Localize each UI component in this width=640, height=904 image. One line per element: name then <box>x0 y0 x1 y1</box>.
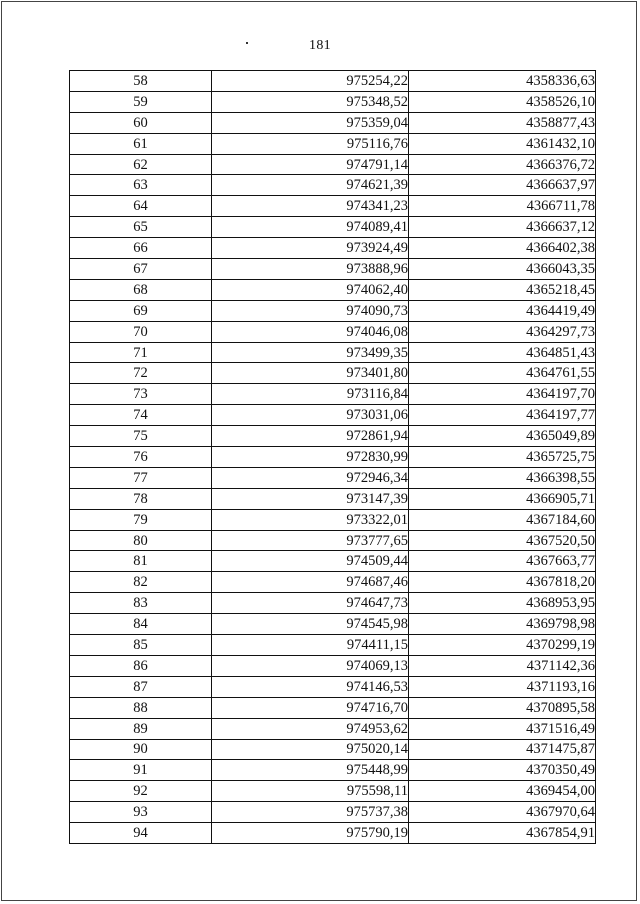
y-coordinate-cell: 4366402,38 <box>409 238 596 259</box>
table-row <box>70 175 596 196</box>
y-coordinate-cell: 4367970,64 <box>409 802 596 823</box>
point-number-cell: 77 <box>70 467 212 488</box>
table-row <box>70 739 596 760</box>
x-coordinate-cell: 975254,22 <box>212 71 409 92</box>
y-coordinate-cell: 4364197,70 <box>409 384 596 405</box>
table-row <box>70 781 596 802</box>
page-number: 181 <box>309 38 331 53</box>
y-coordinate-cell: 4364761,55 <box>409 363 596 384</box>
table-row <box>70 91 596 112</box>
point-number-cell: 74 <box>70 405 212 426</box>
table-row <box>70 279 596 300</box>
table-row <box>70 760 596 781</box>
y-coordinate-cell: 4365049,89 <box>409 426 596 447</box>
table-row <box>70 655 596 676</box>
table-row <box>70 530 596 551</box>
y-coordinate-cell: 4367520,50 <box>409 530 596 551</box>
point-number-cell: 61 <box>70 133 212 154</box>
y-coordinate-cell: 4358526,10 <box>409 91 596 112</box>
point-number-cell: 94 <box>70 823 212 844</box>
point-number-cell: 82 <box>70 572 212 593</box>
x-coordinate-cell: 974062,40 <box>212 279 409 300</box>
table-row <box>70 363 596 384</box>
table-row <box>70 488 596 509</box>
table-row <box>70 71 596 92</box>
x-coordinate-cell: 974791,14 <box>212 154 409 175</box>
table-row <box>70 467 596 488</box>
point-number-cell: 91 <box>70 760 212 781</box>
y-coordinate-cell: 4366376,72 <box>409 154 596 175</box>
x-coordinate-cell: 973031,06 <box>212 405 409 426</box>
y-coordinate-cell: 4367818,20 <box>409 572 596 593</box>
x-coordinate-cell: 972946,34 <box>212 467 409 488</box>
y-coordinate-cell: 4364419,49 <box>409 300 596 321</box>
x-coordinate-cell: 974509,44 <box>212 551 409 572</box>
x-coordinate-cell: 975116,76 <box>212 133 409 154</box>
y-coordinate-cell: 4369454,00 <box>409 781 596 802</box>
table-row <box>70 133 596 154</box>
point-number-cell: 87 <box>70 676 212 697</box>
x-coordinate-cell: 973116,84 <box>212 384 409 405</box>
point-number-cell: 69 <box>70 300 212 321</box>
table-row <box>70 614 596 635</box>
point-number-cell: 66 <box>70 238 212 259</box>
point-number-cell: 88 <box>70 697 212 718</box>
point-number-cell: 81 <box>70 551 212 572</box>
point-number-cell: 71 <box>70 342 212 363</box>
x-coordinate-cell: 974647,73 <box>212 593 409 614</box>
y-coordinate-cell: 4364197,77 <box>409 405 596 426</box>
y-coordinate-cell: 4371193,16 <box>409 676 596 697</box>
table-row <box>70 238 596 259</box>
point-number-cell: 67 <box>70 259 212 280</box>
x-coordinate-cell: 973147,39 <box>212 488 409 509</box>
x-coordinate-cell: 973777,65 <box>212 530 409 551</box>
y-coordinate-cell: 4365725,75 <box>409 447 596 468</box>
y-coordinate-cell: 4358877,43 <box>409 112 596 133</box>
x-coordinate-cell: 975359,04 <box>212 112 409 133</box>
table-row <box>70 342 596 363</box>
table-row <box>70 802 596 823</box>
table-row <box>70 259 596 280</box>
point-number-cell: 65 <box>70 217 212 238</box>
y-coordinate-cell: 4358336,63 <box>409 71 596 92</box>
point-number-cell: 76 <box>70 447 212 468</box>
table-row <box>70 509 596 530</box>
x-coordinate-cell: 973924,49 <box>212 238 409 259</box>
x-coordinate-cell: 973322,01 <box>212 509 409 530</box>
point-number-cell: 58 <box>70 71 212 92</box>
y-coordinate-cell: 4366398,55 <box>409 467 596 488</box>
x-coordinate-cell: 974069,13 <box>212 655 409 676</box>
point-number-cell: 75 <box>70 426 212 447</box>
x-coordinate-cell: 974411,15 <box>212 635 409 656</box>
table-row <box>70 196 596 217</box>
point-number-cell: 79 <box>70 509 212 530</box>
x-coordinate-cell: 974146,53 <box>212 676 409 697</box>
table-row <box>70 217 596 238</box>
y-coordinate-cell: 4370350,49 <box>409 760 596 781</box>
y-coordinate-cell: 4367854,91 <box>409 823 596 844</box>
point-number-cell: 83 <box>70 593 212 614</box>
y-coordinate-cell: 4366711,78 <box>409 196 596 217</box>
x-coordinate-cell: 974621,39 <box>212 175 409 196</box>
point-number-cell: 93 <box>70 802 212 823</box>
x-coordinate-cell: 973499,35 <box>212 342 409 363</box>
x-coordinate-cell: 974046,08 <box>212 321 409 342</box>
y-coordinate-cell: 4371475,87 <box>409 739 596 760</box>
x-coordinate-cell: 974716,70 <box>212 697 409 718</box>
y-coordinate-cell: 4366637,12 <box>409 217 596 238</box>
x-coordinate-cell: 974089,41 <box>212 217 409 238</box>
x-coordinate-cell: 974090,73 <box>212 300 409 321</box>
y-coordinate-cell: 4365218,45 <box>409 279 596 300</box>
y-coordinate-cell: 4369798,98 <box>409 614 596 635</box>
point-number-cell: 72 <box>70 363 212 384</box>
coordinates-table-body <box>70 71 596 844</box>
y-coordinate-cell: 4366637,97 <box>409 175 596 196</box>
x-coordinate-cell: 975737,38 <box>212 802 409 823</box>
table-row <box>70 300 596 321</box>
point-number-cell: 84 <box>70 614 212 635</box>
x-coordinate-cell: 975448,99 <box>212 760 409 781</box>
y-coordinate-cell: 4364851,43 <box>409 342 596 363</box>
point-number-cell: 59 <box>70 91 212 112</box>
x-coordinate-cell: 975790,19 <box>212 823 409 844</box>
x-coordinate-cell: 974545,98 <box>212 614 409 635</box>
x-coordinate-cell: 975598,11 <box>212 781 409 802</box>
point-number-cell: 85 <box>70 635 212 656</box>
point-number-cell: 62 <box>70 154 212 175</box>
y-coordinate-cell: 4371142,36 <box>409 655 596 676</box>
point-number-cell: 70 <box>70 321 212 342</box>
point-number-cell: 86 <box>70 655 212 676</box>
table-row <box>70 321 596 342</box>
table-row <box>70 551 596 572</box>
point-number-cell: 78 <box>70 488 212 509</box>
point-number-cell: 68 <box>70 279 212 300</box>
x-coordinate-cell: 974687,46 <box>212 572 409 593</box>
table-row <box>70 823 596 844</box>
point-number-cell: 63 <box>70 175 212 196</box>
y-coordinate-cell: 4364297,73 <box>409 321 596 342</box>
x-coordinate-cell: 974953,62 <box>212 718 409 739</box>
table-row <box>70 112 596 133</box>
y-coordinate-cell: 4368953,95 <box>409 593 596 614</box>
point-number-cell: 90 <box>70 739 212 760</box>
table-row <box>70 426 596 447</box>
table-row <box>70 593 596 614</box>
table-row <box>70 384 596 405</box>
coordinates-table <box>69 70 596 844</box>
y-coordinate-cell: 4367184,60 <box>409 509 596 530</box>
table-row <box>70 697 596 718</box>
point-number-cell: 64 <box>70 196 212 217</box>
point-number-cell: 89 <box>70 718 212 739</box>
y-coordinate-cell: 4366043,35 <box>409 259 596 280</box>
x-coordinate-cell: 973401,80 <box>212 363 409 384</box>
x-coordinate-cell: 973888,96 <box>212 259 409 280</box>
table-row <box>70 718 596 739</box>
y-coordinate-cell: 4371516,49 <box>409 718 596 739</box>
x-coordinate-cell: 972861,94 <box>212 426 409 447</box>
table-row <box>70 405 596 426</box>
y-coordinate-cell: 4361432,10 <box>409 133 596 154</box>
y-coordinate-cell: 4367663,77 <box>409 551 596 572</box>
x-coordinate-cell: 975020,14 <box>212 739 409 760</box>
table-row <box>70 572 596 593</box>
table-row <box>70 154 596 175</box>
table-row <box>70 447 596 468</box>
point-number-cell: 80 <box>70 530 212 551</box>
point-number-cell: 73 <box>70 384 212 405</box>
table-row <box>70 676 596 697</box>
point-number-cell: 92 <box>70 781 212 802</box>
y-coordinate-cell: 4370895,58 <box>409 697 596 718</box>
table-row <box>70 635 596 656</box>
point-number-cell: 60 <box>70 112 212 133</box>
x-coordinate-cell: 975348,52 <box>212 91 409 112</box>
x-coordinate-cell: 974341,23 <box>212 196 409 217</box>
x-coordinate-cell: 972830,99 <box>212 447 409 468</box>
y-coordinate-cell: 4366905,71 <box>409 488 596 509</box>
y-coordinate-cell: 4370299,19 <box>409 635 596 656</box>
